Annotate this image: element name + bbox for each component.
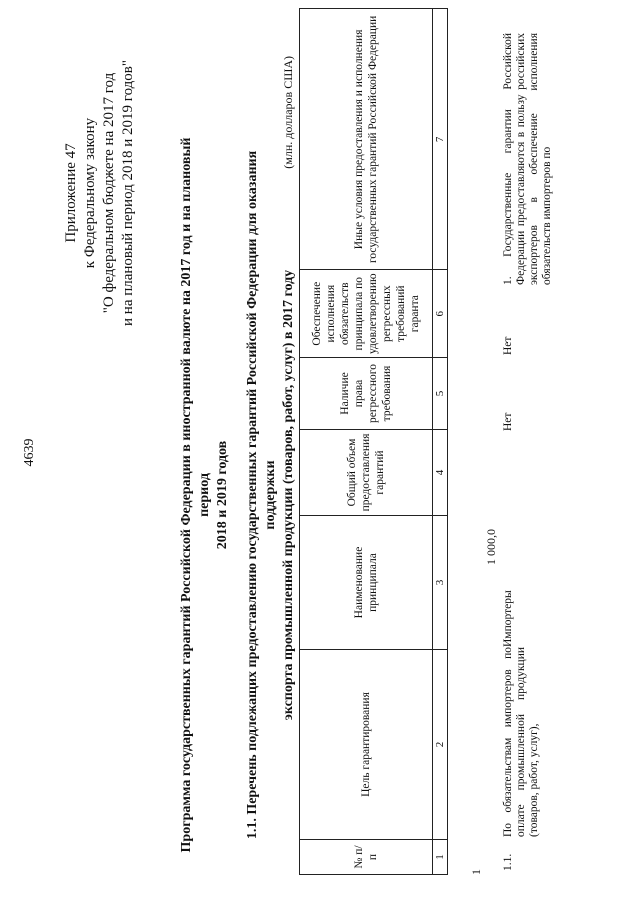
appendix-line-4: и на плановый период 2018 и 2019 годов"	[120, 60, 136, 326]
header-goal: Цель гарантирования	[300, 650, 433, 840]
subtitle-line-1: 1.1. Перечень подлежащих предоставлению государственных гарантий Российской Федерации для оказания поддержки	[245, 150, 278, 840]
column-number: 6	[433, 270, 448, 358]
guarantees-table	[299, 8, 448, 875]
header-principal: Наименование принципала	[300, 516, 433, 650]
appendix-block	[62, 60, 138, 326]
title-line-2: 2018 и 2019 годов	[215, 440, 230, 550]
units-label: (млн. долларов США)	[281, 56, 295, 169]
section-total-volume: 1 000,0	[484, 529, 498, 565]
appendix-line-2: к Федеральному закону	[82, 117, 98, 269]
row-1-1-conditions: 1. Государственные гарантии Российской Федерации предоставляются в пользу российских экспортеров в обеспечение исполнения обязательств импортеров по	[502, 33, 553, 285]
row-1-1-number: 1.1.	[502, 853, 514, 871]
row-1-1-regress: Нет	[502, 412, 514, 431]
header-number: № п/п	[300, 840, 433, 875]
column-number: 3	[433, 516, 448, 650]
row-1-1-principal: Импортеры	[502, 590, 514, 647]
column-number: 4	[433, 430, 448, 516]
header-total-volume: Общий объем предоставления гарантий	[300, 430, 433, 516]
page-number: 4639	[22, 438, 37, 467]
header-regress-right: Наличие права регрессного требования	[300, 358, 433, 430]
column-number: 1	[433, 840, 448, 875]
appendix-line-1: Приложение 47	[63, 143, 79, 243]
section-subtitle	[244, 125, 298, 865]
title-line-1: Программа государственных гарантий Российской Федерации в иностранной валюте на 2017 год и на плановый период	[179, 137, 212, 853]
column-number-row	[433, 9, 448, 875]
column-number: 7	[433, 9, 448, 270]
column-number: 5	[433, 358, 448, 430]
table-header-row	[300, 9, 433, 875]
column-number: 2	[433, 650, 448, 840]
header-security: Обеспечение исполнения обязательств принципала по удовлетворению регрессных требований гаранта	[300, 270, 433, 358]
row-1-1-goal: По обязательствам импортеров по оплате промышленной продукции (товаров, работ, услуг),	[502, 647, 540, 837]
section-row-number: 1	[469, 869, 483, 875]
subtitle-line-2: экспорта промышленной продукции (товаров, работ, услуг) в 2017 году	[281, 269, 296, 721]
appendix-line-3: "О федеральном бюджете на 2017 год	[101, 72, 117, 314]
header-other-conditions: Иные условия предоставления и исполнения государственных гарантий Российской Федерации	[300, 9, 433, 270]
document-title	[178, 125, 232, 865]
row-1-1-security: Нет	[502, 336, 514, 355]
